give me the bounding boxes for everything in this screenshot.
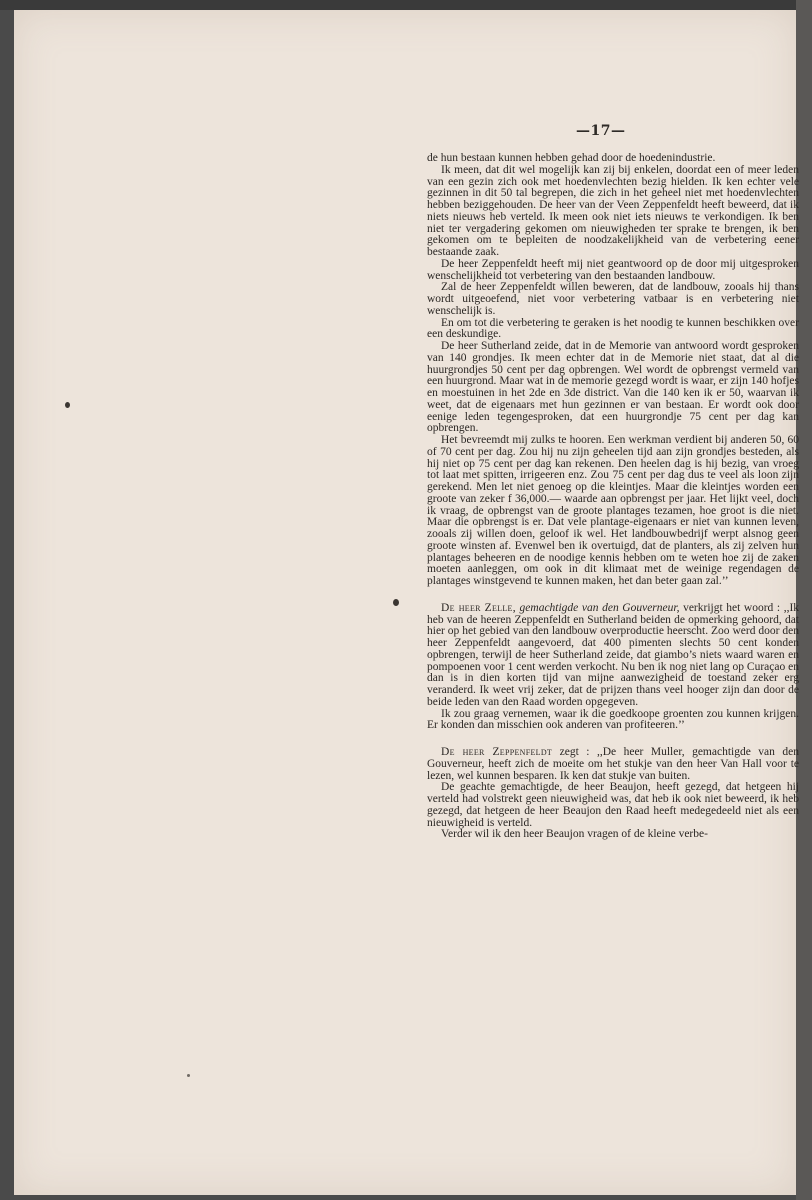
- paragraph-3: De heer Zeppenfeldt heeft mij niet geantwoord op de door mij uitgesproken wenschelijkheid tot verbetering van den bestaanden landbouw.: [427, 257, 799, 282]
- speaker-role: gemachtigde van den Gouverneur,: [519, 601, 680, 614]
- speaker-name: De heer Zelle,: [441, 601, 516, 614]
- paragraph-6: De heer Sutherland zeide, dat in de Memorie van antwoord wordt gesproken van 140 grondjes. Ik meen echter dat in de Memorie niet staat, dat al die huurgrondjes 50 cent per dag opbrengen. Wel wordt de opbrengst vermeld van een huurgrond. Maar wat in de memorie gezegd wordt is waar, er zijn 140 hofjes en moestuinen in het 2de en 3de district. Van die 140 ken ik er 50, waarvan ik weet, dat de eigenaars met hun gezinnen er van bestaan. Er wordt ook door eenige leden tegengesproken, dat een huurgrondje 75 cent per dag kan opbrengen.: [427, 340, 799, 435]
- paragraph-10-text: zegt : ,,De heer Muller, gemachtigde van den Gouverneur, heeft zich de moeite om het stukje van den heer Van Hall voor te lezen, wel kunnen besparen. Ik ken dat stukje van buiten.: [427, 746, 800, 782]
- scan-border-top: [0, 0, 812, 10]
- paragraph-2: Ik meen, dat dit wel mogelijk kan zij bij enkelen, doordat een of meer leden van een gezin zich ook met hoedenvlechten bezig hielden. Ik ken echter vele gezinnen in dit 50 tal begrepen, die zich in het geheel niet met hoedenvlechten hebben beziggehouden. De heer van der Veen Zeppenfeldt heeft beweerd, dat ik niets nieuws heb verteld. Ik meen ook niet iets nieuws te verkondigen. Ik ben niet ter vergadering gekomen om nieuwigheden ter sprake te brengen, ik ben gekomen om te bepleiten de noodzakelijkheid van de verbetering eener bestaande zaak.: [427, 163, 799, 258]
- paper-speck: [65, 402, 70, 408]
- page-number: —17—: [576, 123, 626, 139]
- paragraph-10: [427, 747, 799, 782]
- paper-speck: [187, 1074, 190, 1077]
- paragraph-12: Verder wil ik den heer Beaujon vragen of de kleine verbe-: [441, 828, 708, 841]
- paragraph-4: Zal de heer Zeppenfeldt willen beweren, dat de landbouw, zooals hij thans wordt uitgeoefend, niet voor verbetering vatbaar is en verbetering niet wenschelijk is.: [427, 281, 799, 317]
- paragraph-9: Ik zou graag vernemen, waar ik die goedkoope groenten zou kunnen krijgen. Er konden dan misschien ook anderen van profiteeren.’’: [427, 707, 799, 732]
- paragraph-8: [427, 603, 799, 709]
- paragraph-11: De geachte gemachtigde, de heer Beaujon, heeft gezegd, dat hetgeen hij verteld had volstrekt geen nieuwigheid was, dat heb ik ook niet beweerd, ik heb gezegd, dat hetgeen de heer Beaujon den Raad heeft medegedeeld niet als een nieuwigheid is verteld.: [427, 781, 799, 829]
- paragraph-8-text: verkrijgt het woord : ,,Ik heb van de heeren Zeppenfeldt en Sutherland beiden de opmerking gehoord, dat hier op het gebied van den landbouw overproductie heerscht. Zoo werd door den heer Zeppenfeldt aangevoerd, dat 400 pimenten slechts 50 cent konden opbrengen, terwijl de heer Sutherland zeide, dat giambo’s niets waard waren en pompoenen voor 1 cent werden verkocht. Nu ben ik nog niet lang op Curaçao en dan is in dien korten tijd van mijne aanwezigheid de toestand zeker erg veranderd. Ik weet vrij zeker, dat de prijzen thans veel hooger zijn dan door de beide leden van den Raad worden opgegeven.: [427, 601, 800, 708]
- text-column: [427, 153, 799, 841]
- paper-speck: [393, 599, 399, 606]
- paragraph-5: En om tot die verbetering te geraken is het noodig te kunnen beschikken over een deskundige.: [427, 316, 799, 341]
- paragraph-7: Het bevreemdt mij zulks te hooren. Een werkman verdient bij anderen 50, 60 of 70 cent per dag. Zou hij nu zijn geheelen tijd aan zijn grondjes besteden, als hij niet op 75 cent per dag kan rekenen. Den heelen dag is hij bezig, van vroeg tot laat met spitten, irrigeeren enz. Zou 75 cent per dag dus te veel als loon zijn gerekend. Men let niet genoeg op die kleintjes. Maar die kleintjes worden een groote van zeker f 36,000.— waarde aan opbrengst per jaar. Het lijkt veel, doch ik vraag, de opbrengst van de groote plantages tezamen, hoe groot is die niet. Maar die opbrengst is er. Dat vele plantage-eigenaars er niet van kunnen leven, zooals zij willen doen, geloof ik wel. Het landbouwbedrijf werpt alsnog geen groote winsten af. Evenwel ben ik overtuigd, dat de planters, als zij zelven hun plantages beheeren en de noodige kennis hebben om te weten hoe zij de zaken moeten aanleggen, om ook in dit klimaat met de weinige regendagen de plantages winstgevend te kunnen maken, het dan beter gaan zal.’’: [427, 434, 799, 587]
- paragraph-1: de hun bestaan kunnen hebben gehad door de hoedenindustrie.: [427, 152, 716, 164]
- document-page: [14, 10, 800, 1195]
- speaker-name: De heer Zeppenfeldt: [441, 746, 553, 758]
